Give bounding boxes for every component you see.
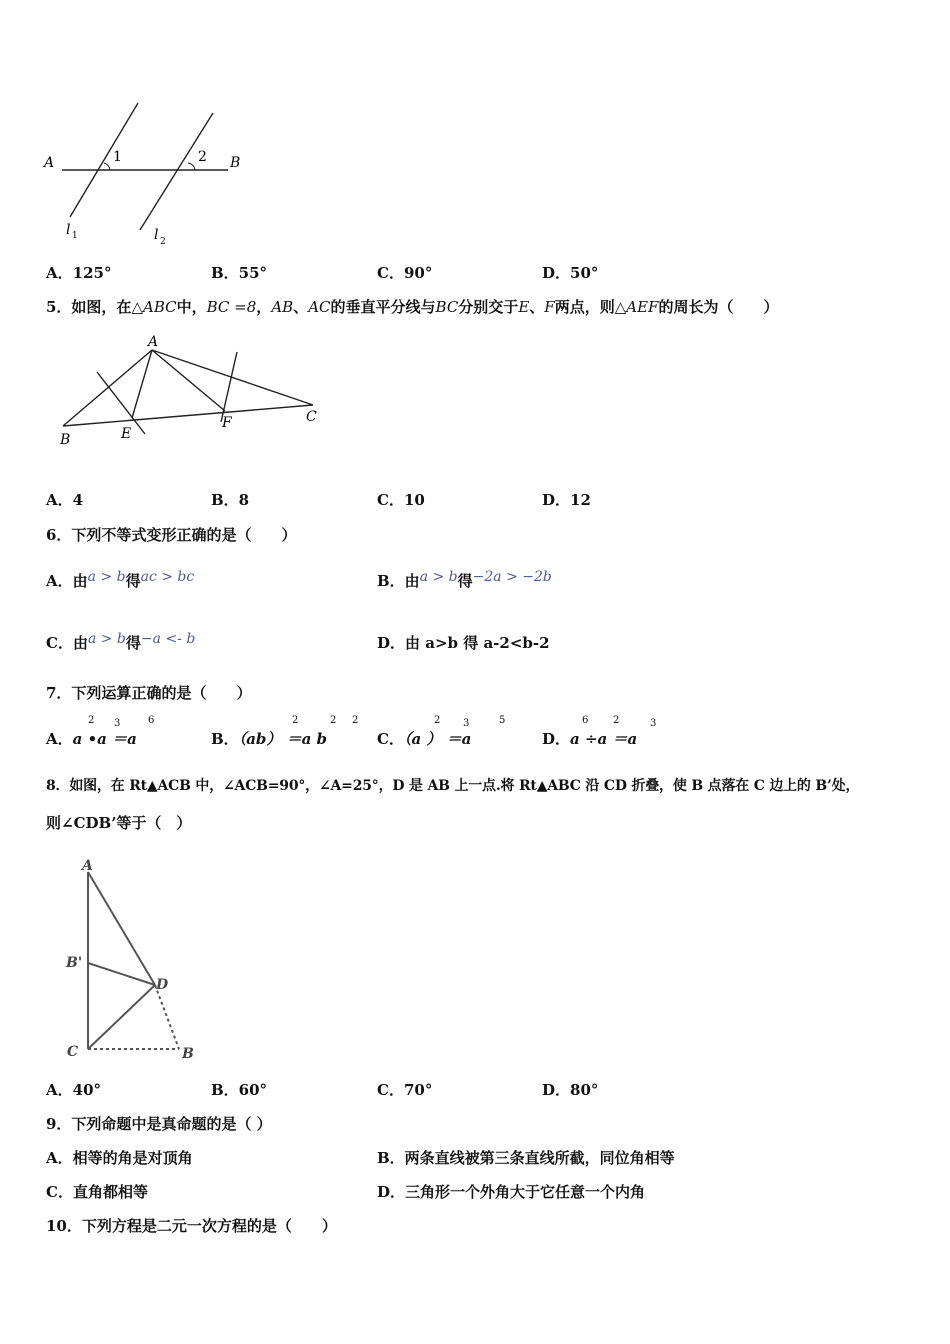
q6-b-de: 得 <box>457 572 473 590</box>
q7-d-exp1: 6 <box>582 715 589 726</box>
q6-b-res: −2a > −2b <box>472 569 552 585</box>
q5-option-b[interactable]: B．8 <box>211 491 250 509</box>
segment-af <box>152 350 225 411</box>
label-E: E <box>121 426 132 442</box>
q9-option-c[interactable]: C．直角都相等 <box>46 1183 148 1201</box>
q5-stem-num: 5．如图，在 <box>46 298 132 316</box>
q6-b-pre: B．由 <box>377 572 420 590</box>
q6-option-c[interactable] <box>46 627 196 652</box>
q7-d-exp2: 2 <box>613 715 620 726</box>
q9-stem: 9．下列命题中是真命题的是（ ） <box>46 1115 272 1133</box>
angle-1-arc <box>104 163 110 170</box>
side-ac <box>152 350 313 405</box>
label-F: F <box>222 415 232 431</box>
q6-option-a[interactable] <box>46 565 195 590</box>
q6-a-res: ac > bc <box>140 569 195 585</box>
line-l2 <box>140 113 213 230</box>
segment-ae <box>132 350 152 418</box>
q5-f: F <box>544 298 555 316</box>
q6-c-cond: a > b <box>87 631 126 647</box>
q7-option-c[interactable] <box>377 715 537 749</box>
q5-dun2: 、 <box>529 298 545 316</box>
q5-bc: BC <box>435 298 459 316</box>
q6-c-res: −a <- b <box>140 631 196 647</box>
label-B: B <box>60 432 71 448</box>
q6-c-de: 得 <box>125 634 141 652</box>
q7-c-exp1: 2 <box>434 715 441 726</box>
label-C: C <box>306 409 317 425</box>
q7-b-label: B． <box>211 730 239 748</box>
q5-tri-abc: △ABC <box>131 298 177 316</box>
q4-figure <box>40 95 250 250</box>
q6-c-pre: C．由 <box>46 634 88 652</box>
q7-option-d[interactable] <box>542 715 702 749</box>
q7-a-exp3: 6 <box>148 715 155 726</box>
q8-option-d[interactable]: D．80° <box>542 1081 599 1099</box>
q5-option-a[interactable]: A．4 <box>46 491 84 509</box>
label-l2: l <box>154 227 159 243</box>
q7-d-body: a ÷a ＝a <box>570 730 638 748</box>
q9-option-b[interactable]: B．两条直线被第三条直线所截，同位角相等 <box>377 1149 675 1167</box>
q6-option-d[interactable]: D．由 a>b 得 a-2<b-2 <box>377 634 550 652</box>
q5-mid2: 分别交于 <box>458 298 519 316</box>
q4-option-a[interactable]: A．125° <box>46 264 112 282</box>
q7-b-exp2: 2 <box>330 715 337 726</box>
q5-ac: AC <box>308 298 331 316</box>
q8-option-a[interactable]: A．40° <box>46 1081 102 1099</box>
q5-bc-eq: BC =8 <box>206 298 257 316</box>
q8-option-c[interactable]: C．70° <box>377 1081 433 1099</box>
q7-option-a[interactable] <box>46 715 206 749</box>
q4-option-c[interactable]: C．90° <box>377 264 433 282</box>
label-A: A <box>148 334 159 350</box>
q7-a-exp1: 2 <box>88 715 95 726</box>
q7-d-label: D． <box>542 730 571 748</box>
q6-a-pre: A．由 <box>46 572 88 590</box>
q5-e: E <box>518 298 530 316</box>
q6-option-b[interactable] <box>377 565 552 590</box>
q8-stem-line1: 8．如图，在 Rt▲ACB 中，∠ACB=90°，∠A=25°，D 是 AB 上一点.将 Rt▲ABC 沿 CD 折叠，使 B 点落在 C 边上的 B’处， <box>46 778 860 794</box>
q7-a-label: A． <box>46 730 73 748</box>
q4-option-b[interactable]: B．55° <box>211 264 268 282</box>
q5-tri-aef: △AEF <box>614 298 659 316</box>
q7-b-body: （ab） ＝a b <box>238 730 328 748</box>
q7-c-exp3: 5 <box>499 715 506 726</box>
label-l1: l <box>66 222 71 238</box>
dashed-db <box>155 985 179 1049</box>
q5-option-c[interactable]: C．10 <box>377 491 425 509</box>
q5-ab: AB <box>271 298 294 316</box>
label-A: A <box>44 155 55 171</box>
q5-dun: 、 <box>293 298 309 316</box>
q6-a-cond: a > b <box>87 569 126 585</box>
label-angle-1: 1 <box>113 149 122 165</box>
q5-zhong: 中， <box>176 298 207 316</box>
label-l1-sub: 1 <box>72 231 78 241</box>
q6-stem: 6．下列不等式变形正确的是（ ） <box>46 526 297 544</box>
side-bc <box>63 405 313 426</box>
q6-b-cond: a > b <box>419 569 458 585</box>
bisector-ab <box>97 372 145 434</box>
q7-b-exp1: 2 <box>292 715 299 726</box>
q4-option-d[interactable]: D．50° <box>542 264 599 282</box>
q7-d-exp3: 3 <box>650 718 657 729</box>
label-l2-sub: 2 <box>160 237 166 247</box>
q7-option-b[interactable] <box>211 715 371 749</box>
segment-cd <box>88 985 155 1049</box>
q7-stem: 7．下列运算正确的是（ ） <box>46 684 252 702</box>
q8-figure <box>55 850 215 1070</box>
label-angle-2: 2 <box>198 149 207 165</box>
q5-tail: 的周长为（ ） <box>658 298 779 316</box>
side-ad <box>88 872 155 985</box>
label-A: A <box>82 858 93 874</box>
q5-figure <box>55 330 335 450</box>
q10-stem: 10．下列方程是二元一次方程的是（ ） <box>46 1217 337 1235</box>
q9-option-a[interactable]: A．相等的角是对顶角 <box>46 1149 193 1167</box>
q8-option-b[interactable]: B．60° <box>211 1081 268 1099</box>
label-Bp: B' <box>66 955 83 971</box>
q5-option-d[interactable]: D．12 <box>542 491 591 509</box>
q5-mid3: 两点，则 <box>554 298 615 316</box>
q6-a-de: 得 <box>125 572 141 590</box>
q7-a-body: a •a ＝a <box>72 730 137 748</box>
angle-2-arc <box>188 163 195 170</box>
q5-mid: 的垂直平分线与 <box>330 298 436 316</box>
q7-c-exp2: 3 <box>463 718 470 729</box>
label-B: B <box>230 155 241 171</box>
side-ab <box>63 350 152 426</box>
q7-b-exp3: 2 <box>352 715 359 726</box>
q5-stem <box>46 296 778 317</box>
q7-c-label: C． <box>377 730 404 748</box>
label-C: C <box>67 1044 79 1060</box>
q7-c-body: （a ） ＝a <box>403 730 472 748</box>
line-l1 <box>70 103 138 217</box>
q9-option-d[interactable]: D．三角形一个外角大于它任意一个内角 <box>377 1183 646 1201</box>
label-B: B <box>182 1046 194 1062</box>
q8-stem-line2: 则∠CDB’等于（ ） <box>46 814 192 832</box>
q7-a-exp2: 3 <box>114 718 121 729</box>
q5-comma: ， <box>256 298 272 316</box>
label-D: D <box>156 977 169 993</box>
